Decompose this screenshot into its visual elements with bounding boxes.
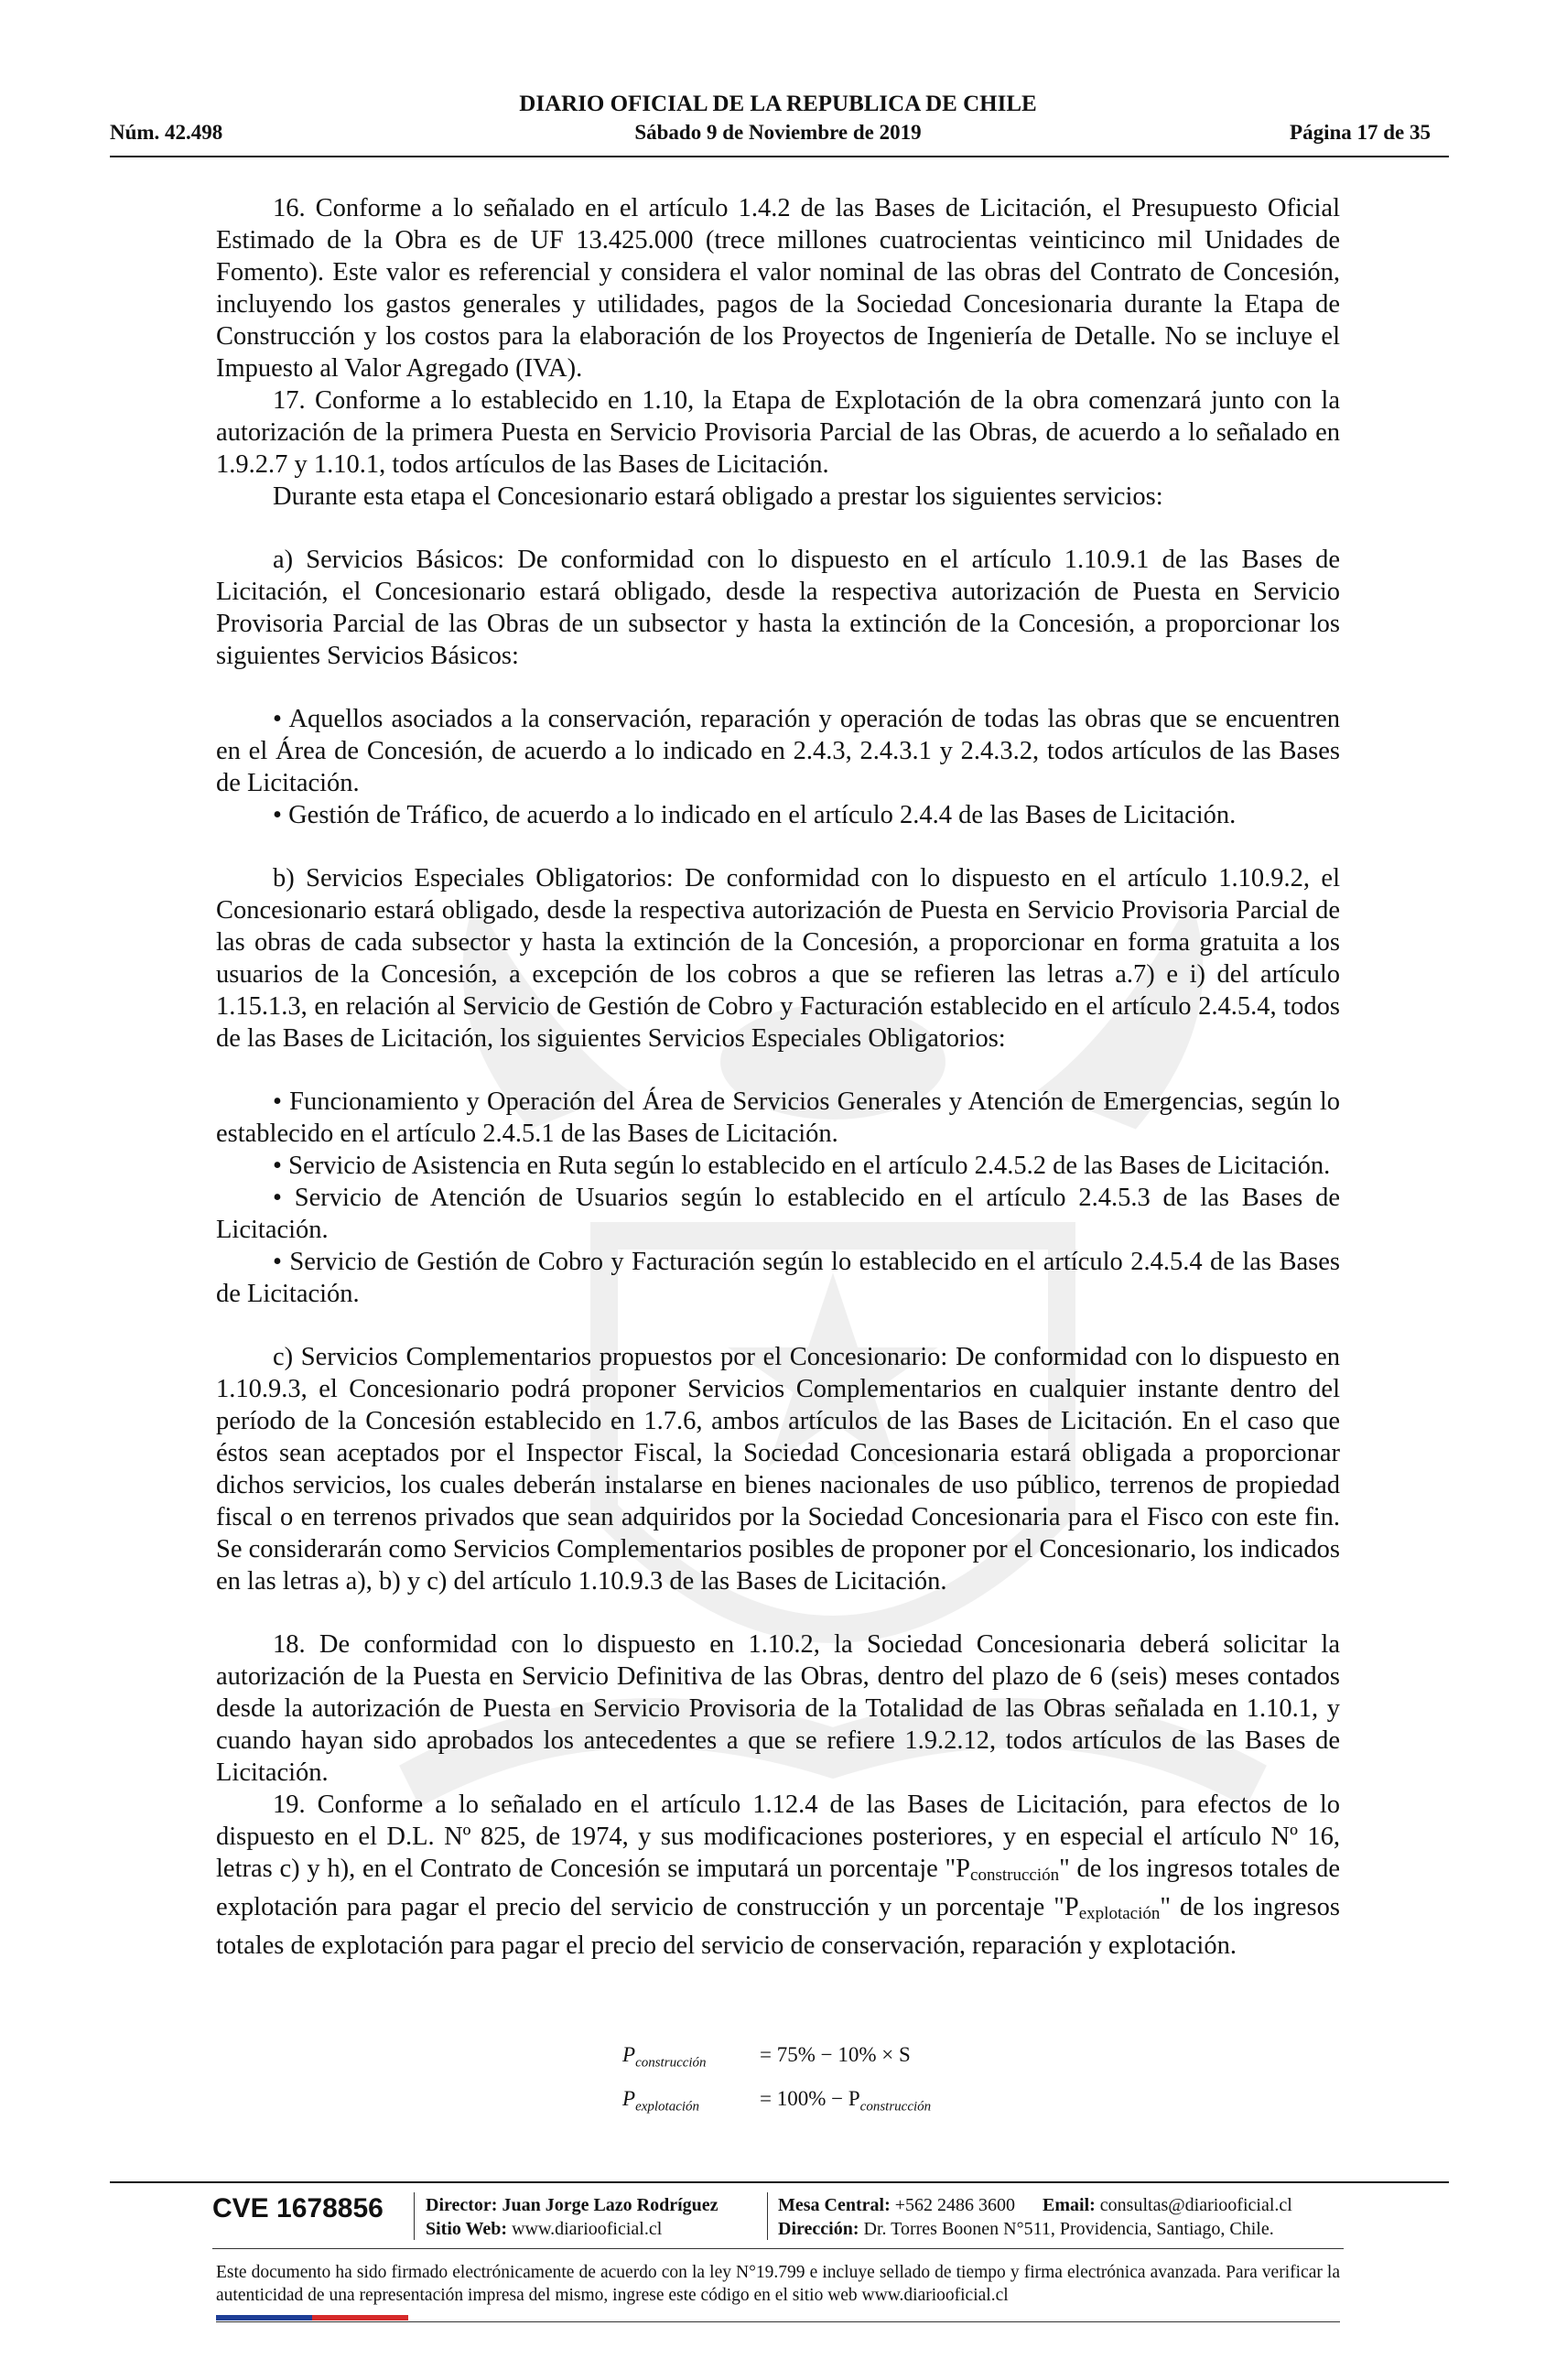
email-label: Email: <box>1043 2195 1096 2215</box>
percentage-formula <box>622 2043 931 2131</box>
address-label: Dirección: <box>778 2219 859 2239</box>
paragraph-special-services: b) Servicios Especiales Obligatorios: De conformidad con lo dispuesto en el artículo 1.10.9.2, el Concesionario estará obligado, desde la respectiva autorización de Puesta en Servicio Provisoria Parcial de las obras de cada subsector y hasta la extinción de la Concesión, a proporcionar en forma gratuita a los usuarios de la Concesión, a excepción de los cobros a que se refieren las letras a.7) e i) del artículo 1.15.1.3, en relación al Servicio de Gestión de Cobro y Facturación establecido en el artículo 2.4.5.4, todos de las Bases de Licitación, los siguientes Servicios Especiales Obligatorios: <box>216 864 1340 1053</box>
bullet-road-assistance: • Servicio de Asistencia en Ruta según lo establecido en el artículo 2.4.5.2 de las Bases de Licitación. <box>273 1152 1331 1180</box>
paragraph-19-part1: 19. Conforme a lo señalado en el artículo 1.12.4 de las Bases de Licitación, para efectos de lo dispuesto en el D.L. Nº 825, de 1974, y sus modificaciones posteriores, y en especial el artículo Nº 16, letras c) y h), en el Contrato de Concesión se imputará un porcentaje "P <box>216 1790 1340 1883</box>
paragraph-19 <box>216 1789 1340 1962</box>
header-rule <box>110 156 1449 157</box>
bullet-conservation: • Aquellos asociados a la conservación, reparación y operación de todas las obras que se encuentren en el Área de Concesión, de acuerdo a lo indicado en 2.4.3, 2.4.3.1 y 2.4.3.2, todos artículos de las Bases de Licitación. <box>216 705 1340 797</box>
subscript-exploitation: explotación <box>1078 1904 1161 1923</box>
phone-label: Mesa Central: <box>778 2195 891 2215</box>
footer-separator <box>767 2192 768 2240</box>
newspaper-title: DIARIO OFICIAL DE LA REPUBLICA DE CHILE <box>519 92 1037 116</box>
page-number: Página 17 de 35 <box>1290 121 1431 144</box>
paragraph-basic-services: a) Servicios Básicos: De conformidad con lo dispuesto en el artículo 1.10.9.1 de las Bases de Licitación, el Concesionario estará obligado, desde la respectiva autorización de Puesta en Servicio Provisoria Parcial de las Obras de un subsector y hasta la extinción de la Concesión, a proporcionar los siguientes Servicios Básicos: <box>216 546 1340 670</box>
issue-date: Sábado 9 de Noviembre de 2019 <box>634 121 922 144</box>
footer-contact-block <box>778 2193 1292 2241</box>
paragraph-19-part3: " de los ingresos totales de explotación para pagar el precio del servicio de conservación, reparación y explotación. <box>216 1893 1340 1960</box>
formula-lhs-p: P <box>622 2043 636 2066</box>
email-link[interactable]: consultas@diariooficial.cl <box>1099 2195 1292 2215</box>
footer-separator <box>414 2192 415 2240</box>
formula-rhs-construction: = 75% − 10% × S <box>760 2043 911 2066</box>
issue-number: Núm. 42.498 <box>110 121 223 144</box>
formula-row-construction <box>622 2043 931 2087</box>
formula-row-exploitation <box>622 2087 931 2131</box>
formula-lhs-exploitation <box>622 2087 760 2115</box>
bullet-billing: • Servicio de Gestión de Cobro y Facturación según lo establecido en el artículo 2.4.5.4 de las Bases de Licitación. <box>216 1248 1340 1308</box>
footer-director-block <box>426 2193 719 2241</box>
flag-stripe <box>216 2315 408 2320</box>
formula-lhs-construction <box>622 2043 760 2072</box>
paragraph-17: 17. Conforme a lo establecido en 1.10, la Etapa de Explotación de la obra comenzará junto con la autorización de la primera Puesta en Servicio Provisoria Parcial de las Obras, de acuerdo a lo señalado en 1.9.2.7 y 1.10.1, todos artículos de las Bases de Licitación. <box>216 386 1340 479</box>
footer-rule-secondary <box>212 2248 1344 2249</box>
subscript-construction: construcción <box>970 1866 1060 1885</box>
document-body <box>216 192 1340 1962</box>
bottom-rule <box>216 2321 1340 2322</box>
address: Dr. Torres Boonen N°511, Providencia, Santiago, Chile. <box>863 2219 1274 2239</box>
flag-red-segment <box>312 2315 408 2320</box>
paragraph-19-part2: " de los ingresos totales de explotación para pagar el precio del servicio de construcción y un porcentaje "P <box>216 1855 1341 1921</box>
bullet-user-attention: • Servicio de Atención de Usuarios según lo establecido en el artículo 2.4.5.3 de las Bases de Licitación. <box>216 1184 1340 1244</box>
formula-rhs-sub: construcción <box>859 2099 932 2115</box>
formula-lhs-sub: construcción <box>635 2055 707 2071</box>
footer-rule <box>110 2181 1449 2183</box>
bullet-traffic: • Gestión de Tráfico, de acuerdo a lo indicado en el artículo 2.4.4 de las Bases de Licitación. <box>273 801 1237 829</box>
formula-rhs-exploitation <box>760 2087 931 2115</box>
web-label: Sitio Web: <box>426 2219 508 2239</box>
phone-number: +562 2486 3600 <box>894 2195 1016 2215</box>
paragraph-complementary-services: c) Servicios Complementarios propuestos por el Concesionario: De conformidad con lo dispuesto en 1.10.9.3, el Concesionario podrá proponer Servicios Complementarios en cualquier instante dentro del período de la Concesión establecido en 1.7.6, ambos artículos de las Bases de Licitación. En el caso que éstos sean aceptados por el Inspector Fiscal, la Sociedad Concesionaria estará obligada a proporcionar dichos servicios, los cuales deberán instalarse en bienes nacionales de uso público, terrenos de propiedad fiscal o en terrenos privados que sean adquiridos por la Sociedad Concesionaria para el Fisco con este fin. Se considerarán como Servicios Complementarios posibles de proponer por el Concesionario, los indicados en las letras a), b) y c) del artículo 1.10.9.3 de las Bases de Licitación. <box>216 1343 1340 1596</box>
signature-disclaimer: Este documento ha sido firmado electrónicamente de acuerdo con la ley N°19.799 e incluye sellado de tiempo y firma electrónica avanzada. Para verificar la autenticidad de una representación impresa del mismo, ingrese este código en el sitio web www.diariooficial.cl <box>216 2263 1340 2305</box>
website-link[interactable]: www.diariooficial.cl <box>512 2219 663 2239</box>
paragraph-16: 16. Conforme a lo señalado en el artículo 1.4.2 de las Bases de Licitación, el Presupuesto Oficial Estimado de la Obra es de UF 13.425.000 (trece millones cuatrocientas veinticinco mil Unidades de Fomento). Este valor es referencial y considera el valor nominal de las obras del Contrato de Concesión, incluyendo los gastos generales y utilidades, pagos de la Sociedad Concesionaria durante la Etapa de Construcción y los costos para la elaboración de los Proyectos de Ingeniería de Detalle. No se incluye el Impuesto al Valor Agregado (IVA). <box>216 194 1340 383</box>
formula-rhs-text: = 100% − P <box>760 2087 860 2110</box>
director-label: Director: <box>426 2195 498 2215</box>
director-name: Juan Jorge Lazo Rodríguez <box>502 2195 719 2215</box>
bullet-general-services: • Funcionamiento y Operación del Área de Servicios Generales y Atención de Emergencias, según lo establecido en el artículo 2.4.5.1 de las Bases de Licitación. <box>216 1087 1340 1148</box>
paragraph-18: 18. De conformidad con lo dispuesto en 1.10.2, la Sociedad Concesionaria deberá solicitar la autorización de la Puesta en Servicio Definitiva de las Obras, dentro del plazo de 6 (seis) meses contados desde la autorización de Puesta en Servicio Provisoria de la Totalidad de las Obras señalada en 1.10.1, y cuando hayan sido aprobados los antecedentes a que se refiere 1.9.2.12, todos artículos de las Bases de Licitación. <box>216 1630 1340 1787</box>
formula-lhs-sub: explotación <box>635 2099 700 2115</box>
formula-lhs-p: P <box>622 2087 636 2110</box>
cve-code: CVE 1678856 <box>212 2193 384 2223</box>
paragraph-services-intro: Durante esta etapa el Concesionario estará obligado a prestar los siguientes servicios: <box>273 482 1163 511</box>
flag-blue-segment <box>216 2315 312 2320</box>
page-header <box>0 92 1556 165</box>
